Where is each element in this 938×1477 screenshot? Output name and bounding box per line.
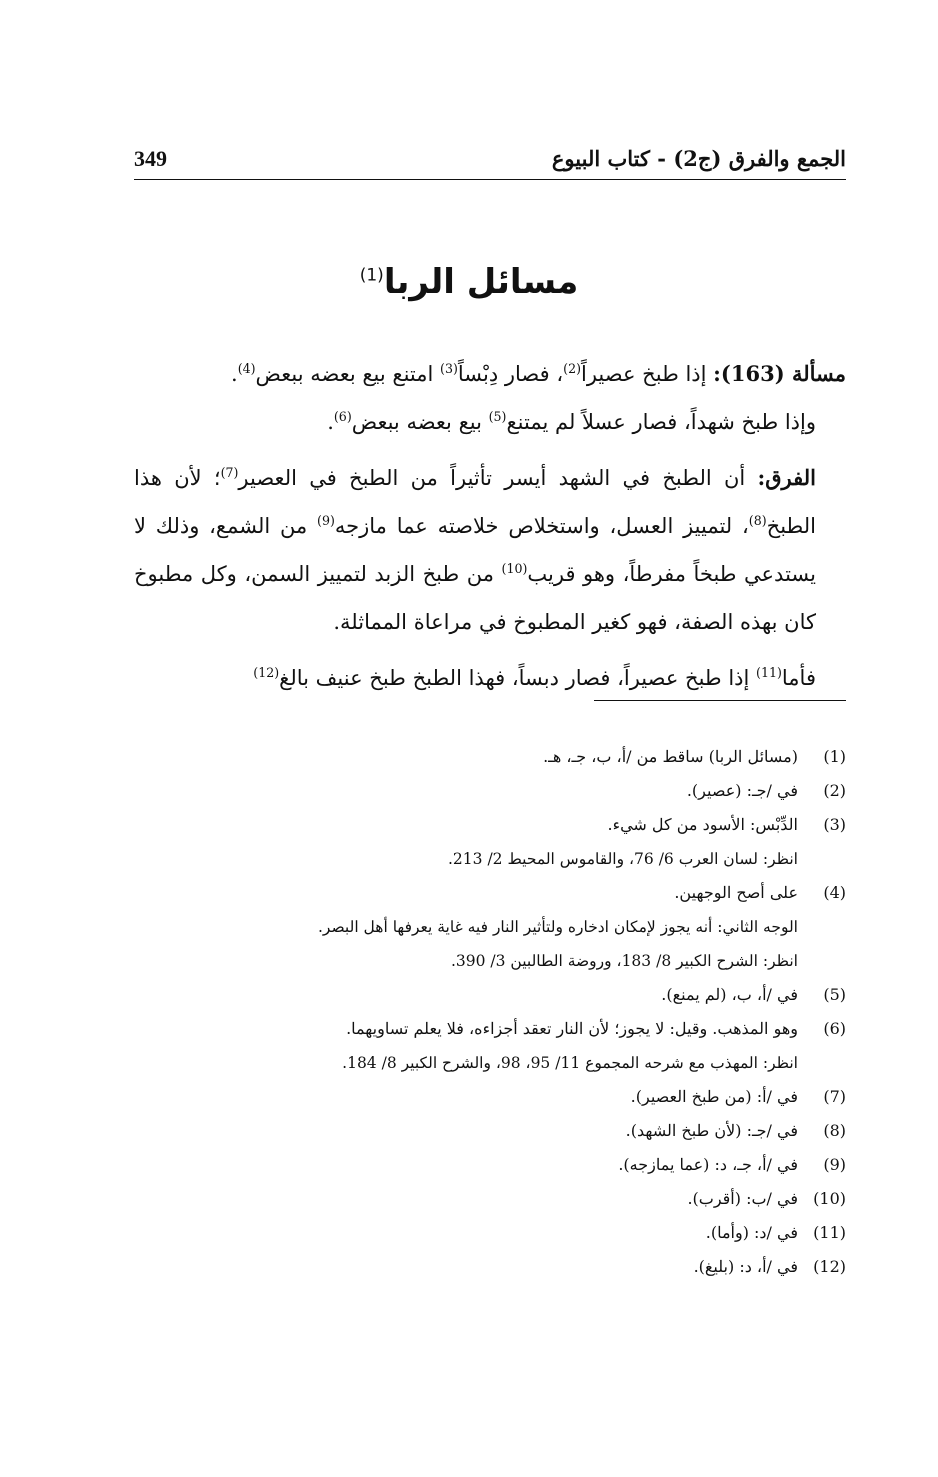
footnote-number: (5) bbox=[823, 985, 846, 1004]
text-segment: ، لتمييز العسل، واستخلاص خلاصته عما مازجه bbox=[334, 514, 749, 538]
text-segment: فأما bbox=[781, 666, 816, 690]
footnote-ref: (8) bbox=[748, 513, 767, 528]
footnote-ref: (5) bbox=[488, 409, 507, 424]
footnote-continuation: انظر: لسان العرب 6/ 76، والقاموس المحيط 2/ 213. bbox=[447, 850, 798, 868]
footnote-ref: (9) bbox=[317, 513, 335, 528]
footnote-text: (مسائل الربا) ساقط من /أ، ب، جـ، هـ. bbox=[543, 747, 798, 766]
second-case-paragraph bbox=[134, 398, 846, 446]
footnote-text: في /أ، جـ، د: (عما يمازجه). bbox=[618, 1155, 798, 1174]
footnote-number: (4) bbox=[823, 883, 846, 902]
chapter-title bbox=[0, 262, 938, 302]
issue-label: مسألة (163): bbox=[713, 361, 846, 386]
text-segment: من طبخ الزبد لتمييز السمن، وكل مطبوخ كان بهذه الصفة، فهو كغير المطبوخ في مراعاة المماثلة. bbox=[134, 562, 816, 634]
footnote-ref: (4) bbox=[237, 361, 256, 376]
footnote-text: الدِّبْس: الأسود من كل شيء. bbox=[607, 815, 798, 834]
footnote-divider bbox=[594, 700, 846, 701]
footnote-number: (12) bbox=[813, 1257, 846, 1276]
text-segment: إذا طبخ عصيراً، فصار دبساً، فهذا الطبخ طبخ عنيف بالغ bbox=[279, 666, 757, 690]
footnote-item bbox=[126, 876, 846, 910]
footnote-item bbox=[126, 808, 846, 842]
footnote-ref: (3) bbox=[440, 361, 458, 376]
footnote-text: في /جـ: (عصير). bbox=[686, 781, 798, 800]
difference-label: الفرق: bbox=[757, 465, 816, 490]
text-segment: بيع بعضه ببعض bbox=[351, 410, 489, 434]
footnote-continuation: انظر: الشرح الكبير 8/ 183، وروضة الطالبين 3/ 390. bbox=[450, 952, 798, 970]
footnote-number: (1) bbox=[823, 747, 846, 766]
footnote-number: (7) bbox=[823, 1087, 846, 1106]
footnote-ref: (7) bbox=[220, 465, 239, 480]
text-segment: أن الطبخ في الشهد أيسر تأثيراً من الطبخ في العصير bbox=[238, 466, 758, 490]
page-number: 349 bbox=[134, 146, 167, 171]
footnote-text: في /أ: (من طبخ العصير). bbox=[630, 1087, 798, 1106]
footnote-item bbox=[126, 740, 846, 774]
footnote-text: في /أ، د: (بليغ). bbox=[693, 1257, 798, 1276]
body-text bbox=[134, 350, 846, 702]
footnotes bbox=[126, 740, 846, 1284]
footnote-number: (8) bbox=[823, 1121, 846, 1140]
footnote-number: (11) bbox=[813, 1223, 846, 1242]
footnote-text: في /جـ: (لأن طبخ الشهد). bbox=[625, 1121, 798, 1140]
footnote-ref: (1) bbox=[359, 265, 384, 286]
footnote-text: وهو المذهب. وقيل: لا يجوز؛ لأن النار تعقد أجزاءه، فلا يعلم تساويهما. bbox=[346, 1019, 798, 1038]
footnote-item bbox=[126, 1012, 846, 1046]
footnote-number: (9) bbox=[823, 1155, 846, 1174]
difference-paragraph bbox=[134, 454, 846, 646]
footnote-number: (10) bbox=[813, 1189, 846, 1208]
footnote-continuation: انظر: المهذب مع شرحه المجموع 11/ 95، 98، والشرح الكبير 8/ 184. bbox=[342, 1054, 798, 1072]
chapter-title-text: مسائل الربا bbox=[383, 262, 579, 302]
footnote-item bbox=[126, 1114, 846, 1148]
running-header bbox=[134, 146, 846, 180]
footnote-ref: (6) bbox=[333, 409, 352, 424]
text-segment: امتنع بيع بعضه ببعض bbox=[255, 362, 441, 386]
footnote-ref: (10) bbox=[501, 561, 528, 576]
footnote-number: (2) bbox=[823, 781, 846, 800]
footnote-text: على أصح الوجهين. bbox=[674, 883, 798, 902]
footnote-ref: (12) bbox=[253, 665, 280, 680]
text-segment: . bbox=[327, 410, 334, 434]
footnote-item bbox=[126, 1182, 846, 1216]
footnote-ref: (11) bbox=[756, 665, 782, 680]
footnote-item bbox=[126, 774, 846, 808]
text-segment: إذا طبخ عصيراً bbox=[581, 362, 714, 386]
footnote-text: في /د: (وأما). bbox=[705, 1223, 798, 1242]
footnote-item bbox=[126, 1080, 846, 1114]
header-title: الجمع والفرق (ج2) - كتاب البيوع bbox=[551, 146, 846, 171]
footnote-continuation: الوجه الثاني: أنه يجوز لإمكان ادخاره ولتأثير النار فيه غاية يعرفها أهل البصر. bbox=[318, 918, 798, 936]
footnote-number: (6) bbox=[823, 1019, 846, 1038]
footnote-text: في /ب: (أقرب). bbox=[687, 1189, 798, 1208]
footnote-item bbox=[126, 1216, 846, 1250]
footnote-number: (3) bbox=[823, 815, 846, 834]
footnote-text: في /أ، ب، (لم يمنع). bbox=[661, 985, 798, 1004]
footnote-item bbox=[126, 978, 846, 1012]
text-segment: ؛ لأن هذا الطبخ bbox=[134, 466, 816, 538]
footnote-item bbox=[126, 1148, 846, 1182]
text-segment: ، فصار دِبْساً bbox=[457, 362, 564, 386]
text-segment: من الشمع، وذلك لا يستدعي طبخاً مفرطاً، وهو قريب bbox=[134, 514, 816, 586]
continuation-paragraph bbox=[134, 654, 846, 702]
footnote-ref: (2) bbox=[563, 361, 581, 376]
text-segment: وإذا طبخ شهداً، فصار عسلاً لم يمتنع bbox=[506, 410, 816, 434]
footnote-item bbox=[126, 1250, 846, 1284]
text-segment: . bbox=[231, 362, 238, 386]
issue-paragraph bbox=[134, 350, 846, 398]
